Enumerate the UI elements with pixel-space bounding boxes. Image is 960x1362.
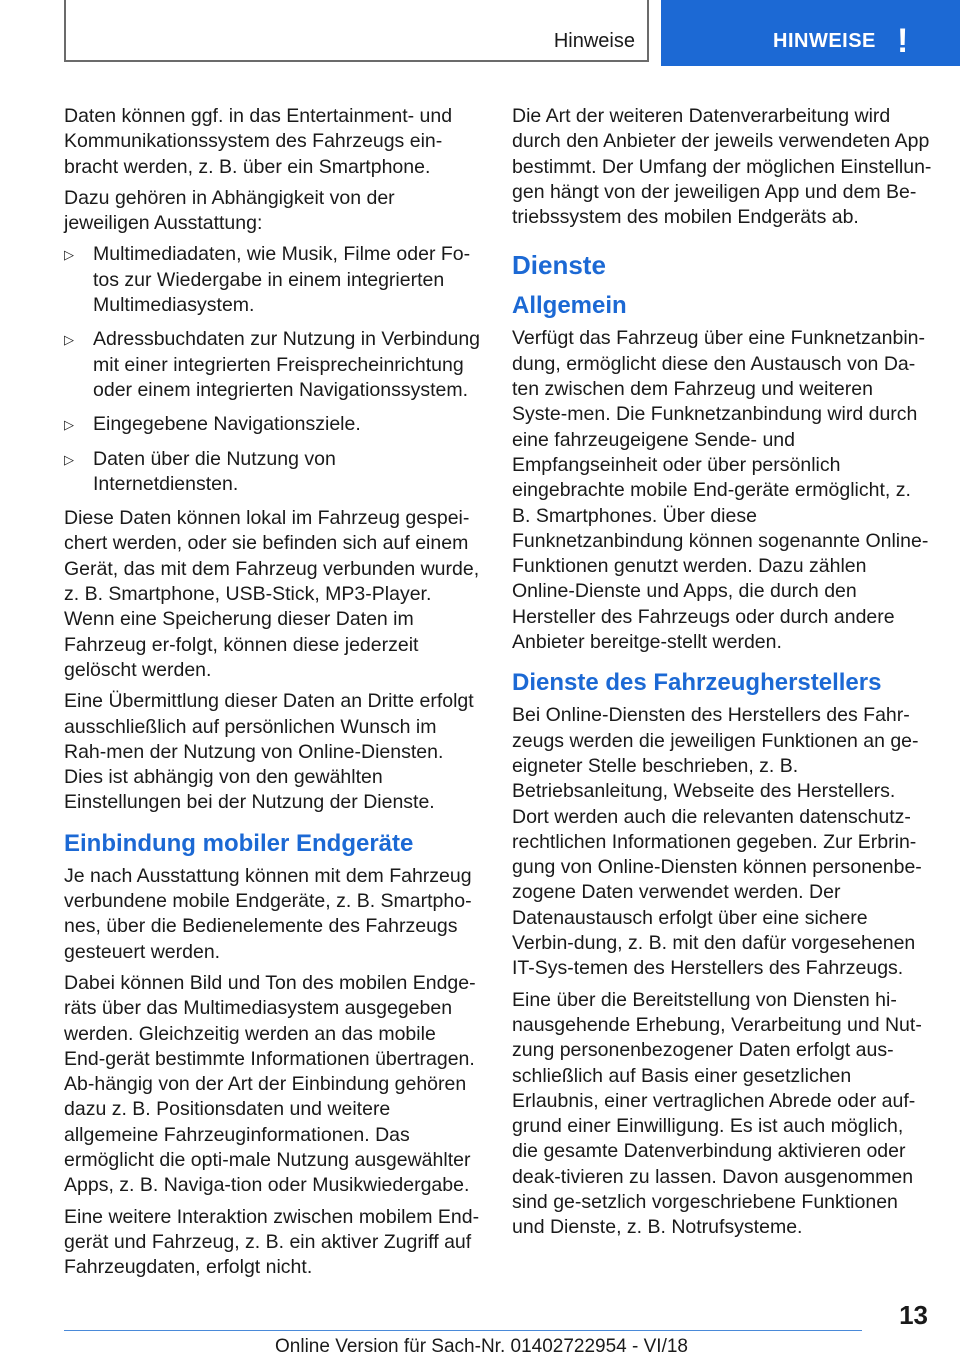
section-heading-mobile-devices: Einbindung mobiler Endgeräte [64,829,414,857]
paragraph: Verfügt das Fahrzeug über eine Funknetzanbin-dung, ermöglicht diese den Austausch von Da-ten zwischen dem Fahrzeug und weiteren Syste-men. Die Funknetzanbindung wird durch eine fahrzeugeigene Sende- und Empfangseinheit oder über persönlich eingebrachte mobile End-geräte ermöglicht, z. B. Smartphones. Über diese Funknetzanbindung können sogenannte Online-Funktionen genutzt werden. Dazu zählen Online-Dienste und Apps, die durch den Hersteller des Fahrzeugs oder durch andere Anbieter bereitge-stellt werden. [512,327,929,654]
paragraph: Diese Daten können lokal im Fahrzeug gespei-chert werden, oder sie befinden sich auf einem Gerät, das mit dem Fahrzeug verbunden wurde, z. B. Smartphone, USB-Stick, MP3-Player. Wenn eine Speicherung dieser Daten im Fahrzeug er-folgt, können diese jederzeit gelöscht werden. [64,507,480,681]
paragraph: Daten können ggf. in das Entertainment- und Kommunikationssystem des Fahrzeugs ein-bracht werden, z. B. über ein Smartphone. [64,105,453,178]
list-item [64,412,482,437]
header-section-title: Hinweise [553,30,635,52]
header-chapter-tab [661,0,960,66]
paragraph: Eine weitere Interaktion zwischen mobilem End-gerät und Fahrzeug, z. B. ein aktiver Zugriff auf Fahrzeugdaten, erfolgt nicht. [64,1205,480,1279]
list-item-text: Multimediadaten, wie Musik, Filme oder Fo-tos zur Wiedergabe in einem integrierten Multimediasystem. [93,243,471,317]
section-heading-dienste: Dienste [512,250,606,281]
triangle-bullet-icon: ▷ [64,332,74,348]
list-item-text: Eingegebene Navigationsziele. [93,413,361,436]
list-item-text: Daten über die Nutzung von Internetdiensten. [93,447,336,495]
triangle-bullet-icon: ▷ [64,417,74,433]
paragraph: Eine über die Bereitstellung von Diensten hi-nausgehende Erhebung, Verarbeitung und Nut-zung personenbezogener Daten erfolgt aus-schließlich auf Basis einer gesetzlichen Erlaubnis, einer vertraglichen Abrede oder auf-grund einer Einwilligung. Es ist auch möglich, die gesamte Datenverbindung aktivieren oder deak-tivieren zu lassen. Davon ausgenommen sind ge-setzlich vorgeschriebene Funktionen und Dienste, z. B. Notrufsysteme. [512,988,922,1239]
paragraph: Je nach Ausstattung können mit dem Fahrzeug verbundene mobile Endgeräte, z. B. Smartpho-nes, über die Bedienelemente des Fahrzeugs gesteuert werden. [64,864,472,963]
page-number: 13 [899,1300,928,1330]
exclamation-icon: ! [897,22,909,60]
list-item [64,447,482,498]
header-section-box [64,0,649,62]
list-item-text: Adressbuchdaten zur Nutzung in Verbindung mit einer integrierten Freisprecheinrichtung oder einem integrierten Navigationssystem. [93,328,481,401]
header-chapter-title: HINWEISE [773,30,876,52]
paragraph: Die Art der weiteren Datenverarbeitung wird durch den Anbieter der jeweils verwendeten App bestimmt. Der Umfang der möglichen Einstellun-gen hängt von der jeweiligen App und dem Be-triebssystem des mobilen Endgeräts ab. [512,105,932,229]
footer-version-text: Online Version für Sach-Nr. 01402722954 - VI/18 [275,1336,688,1357]
list-item [64,242,482,318]
bullet-list [64,242,482,497]
subsection-heading-manufacturer-services: Dienste des Fahrzeugherstellers [512,669,882,697]
triangle-bullet-icon: ▷ [64,247,74,263]
right-column [512,104,932,1247]
triangle-bullet-icon: ▷ [64,451,74,467]
paragraph: Eine Übermittlung dieser Daten an Dritte erfolgt ausschließlich auf persönlichen Wunsch im Rah-men der Nutzung von Online-Diensten. Dies ist abhängig von den gewählten Einstellungen bei der Nutzung der Dienste. [64,690,474,814]
footer-divider [64,1330,862,1331]
paragraph: Dazu gehören in Abhängigkeit von der jeweiligen Ausstattung: [64,186,395,235]
list-item [64,327,482,403]
left-column [64,104,482,1286]
paragraph: Bei Online-Diensten des Herstellers des Fahr-zeugs werden die jeweiligen Funktionen an ge-eigneter Stelle beschrieben, z. B. Betriebsanleitung, Webseite des Herstellers. Dort werden auch die relevanten datenschutz-rechtlichen Informationen gegeben. Zur Erbrin-gung von Online-Diensten können personenbe-zogene Daten verwendet werden. Der Datenaustausch erfolgt über eine sichere Verbin-dung, z. B. mit den dafür vorgesehenen IT-Sys-temen des Herstellers des Fahrzeugs. [512,704,922,980]
paragraph: Dabei können Bild und Ton des mobilen Endge-räts über das Multimediasystem ausgegeben werden. Gleichzeitig werden an das mobile End-gerät bestimmte Informationen übertragen. Ab-hängig von der Art der Einbindung gehören dazu z. B. Positionsdaten und weitere allgemeine Fahrzeuginformationen. Das ermöglicht die opti-male Nutzung ausgewählter Apps, z. B. Naviga-tion oder Musikwiedergabe. [64,971,476,1197]
subsection-heading-allgemein: Allgemein [512,292,627,320]
